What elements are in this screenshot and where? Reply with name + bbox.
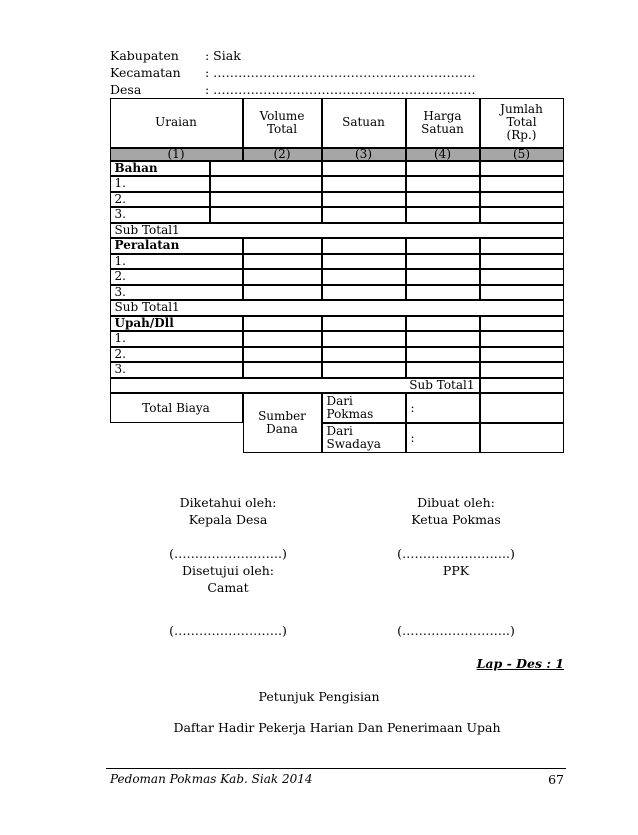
subtotal-bahan (110, 223, 564, 239)
sig-left-top (138, 494, 318, 528)
upah-section-item-2-c5 (480, 347, 564, 363)
peralatan-section-item-2-c2 (243, 269, 322, 285)
camat-label: Camat (207, 580, 249, 595)
lap-des-label: Lap - Des : 1 (476, 656, 564, 671)
peralatan-section-item-2-c4 (406, 269, 480, 285)
peralatan-section-item-2-text: 2. (114, 269, 126, 284)
pokmas-colon (406, 393, 480, 423)
kabupaten-label: Kabupaten (110, 48, 179, 63)
dari-swadaya-text-1: Dari (326, 424, 353, 438)
peralatan-section-item-1 (110, 254, 243, 270)
peralatan-section-item-1-c5 (480, 254, 564, 270)
subtotal-peralatan (110, 300, 564, 316)
num-col-5-text: (5) (513, 147, 530, 161)
bahan-section-blank-4 (406, 161, 480, 177)
bahan-section-blank-5 (480, 161, 564, 177)
total-biaya (110, 393, 243, 423)
col-jumlah-total-text-1: Jumlah (500, 102, 543, 116)
sig-dots-1: (……………………..) (169, 546, 287, 561)
subtotal-upah (110, 378, 480, 394)
num-col-4-text: (4) (434, 147, 451, 161)
bahan-section-item-1 (110, 176, 210, 192)
sig-right-mid (366, 545, 546, 579)
sig-right-top (366, 494, 546, 528)
col-satuan (322, 98, 406, 148)
bahan-section-item-3-c4 (406, 207, 480, 223)
upah-section-item-2-c2 (243, 347, 322, 363)
upah-section-item-3-c3 (322, 362, 406, 378)
bahan-section-item-3-c5 (480, 207, 564, 223)
col-jumlah-total-text-2: Total (506, 115, 537, 129)
bahan-section-item-2-c4 (406, 192, 480, 208)
footer-rule (106, 768, 566, 769)
peralatan-section-item-1-c3 (322, 254, 406, 270)
col-jumlah-total (480, 98, 564, 148)
bahan-section-text: Bahan (114, 160, 158, 175)
ppk-label: PPK (442, 563, 470, 578)
page-number: 67 (548, 772, 564, 787)
peralatan-section-item-1-c2 (243, 254, 322, 270)
num-col-2-text: (2) (273, 147, 291, 161)
col-uraian-text: Uraian (155, 115, 197, 129)
dari-pokmas (322, 393, 406, 423)
num-col-2 (243, 148, 322, 161)
upah-section-item-1-c2 (243, 331, 322, 347)
num-col-1-text: (1) (167, 147, 185, 161)
kecamatan-value: : ……………………………………………………… (205, 65, 476, 80)
subtotal-peralatan-text: Sub Total1 (114, 300, 180, 315)
col-harga-satuan (406, 98, 480, 148)
num-col-3 (322, 148, 406, 161)
bahan-section-item-3-text: 3. (114, 207, 126, 222)
peralatan-section-blank-4 (406, 238, 480, 254)
sig-dots-3: (……………………..) (169, 623, 287, 638)
upah-section (110, 316, 243, 332)
upah-section-item-1-c5 (480, 331, 564, 347)
peralatan-section-text: Peralatan (114, 238, 180, 253)
upah-section-item-2 (110, 347, 243, 363)
num-col-4 (406, 148, 480, 161)
bahan-section (110, 161, 210, 177)
peralatan-section-item-3-c4 (406, 285, 480, 301)
sig-left-mid (138, 545, 318, 596)
bahan-section-item-2-text: 2. (114, 191, 126, 206)
col-volume-total-text: Volume Total (259, 108, 305, 136)
bahan-section-item-2 (110, 192, 210, 208)
sumber-dana-text-2: Dana (266, 422, 298, 436)
swadaya-value (480, 423, 564, 453)
bahan-section-item-2-c5 (480, 192, 564, 208)
dari-swadaya (322, 423, 406, 453)
upah-section-item-3-text: 3. (114, 362, 126, 377)
pokmas-value (480, 393, 564, 423)
peralatan-section-item-3-text: 3. (114, 284, 126, 299)
peralatan-section-item-2 (110, 269, 243, 285)
upah-section-blank-4 (406, 316, 480, 332)
upah-section-blank-3 (322, 316, 406, 332)
dari-pokmas-text-2: Pokmas (326, 407, 374, 421)
desa-value: : ……………………………………………………… (205, 82, 476, 97)
kabupaten-value: : Siak (205, 48, 241, 63)
swadaya-colon-text: : (410, 430, 415, 445)
peralatan-section-blank-3 (322, 238, 406, 254)
peralatan-section-item-2-c3 (322, 269, 406, 285)
subtotal-upah-value (480, 378, 564, 394)
sumber-dana-text-1: Sumber (258, 409, 306, 423)
num-col-5 (480, 148, 564, 161)
budget-grid (110, 98, 564, 476)
upah-section-text: Upah/Dll (114, 315, 174, 330)
bahan-section-blank-2 (210, 161, 322, 177)
bahan-section-item-1-text: 1. (114, 176, 126, 191)
bahan-section-item-3-c3 (322, 207, 406, 223)
bahan-section-item-1-c4 (406, 176, 480, 192)
peralatan-section (110, 238, 243, 254)
bahan-section-blank-3 (322, 161, 406, 177)
swadaya-colon (406, 423, 480, 453)
peralatan-section-item-1-c4 (406, 254, 480, 270)
peralatan-section-item-1-text: 1. (114, 253, 126, 268)
upah-section-item-3-c5 (480, 362, 564, 378)
upah-section-item-1 (110, 331, 243, 347)
bahan-section-item-1-c3 (322, 176, 406, 192)
sig-dots-4: (……………………..) (397, 623, 515, 638)
desa-label: Desa (110, 82, 142, 97)
subtotal-bahan-text: Sub Total1 (114, 222, 180, 237)
dari-swadaya-text-2: Swadaya (326, 437, 381, 451)
petunjuk-title: Petunjuk Pengisian (258, 689, 380, 704)
peralatan-section-item-3 (110, 285, 243, 301)
upah-section-blank-5 (480, 316, 564, 332)
bahan-section-item-2-c2 (210, 192, 322, 208)
kepala-desa-label: Kepala Desa (188, 512, 268, 527)
upah-section-item-3-c4 (406, 362, 480, 378)
upah-section-item-3 (110, 362, 243, 378)
bahan-section-item-1-c2 (210, 176, 322, 192)
upah-section-item-2-c3 (322, 347, 406, 363)
peralatan-section-item-3-c3 (322, 285, 406, 301)
ketua-pokmas-label: Ketua Pokmas (411, 512, 501, 527)
upah-section-item-2-c4 (406, 347, 480, 363)
peralatan-section-item-3-c2 (243, 285, 322, 301)
col-jumlah-total-text-3: (Rp.) (506, 128, 537, 142)
diketahui-label: Diketahui oleh: (179, 495, 277, 510)
num-col-1 (110, 148, 243, 161)
subtotal-upah-text: Sub Total1 (409, 377, 475, 392)
sumber-dana (243, 393, 322, 453)
upah-section-item-3-c2 (243, 362, 322, 378)
pokmas-colon-text: : (410, 400, 415, 415)
upah-section-item-1-text: 1. (114, 331, 126, 346)
bahan-section-item-2-c3 (322, 192, 406, 208)
kecamatan-label: Kecamatan (110, 65, 181, 80)
num-col-3-text: (3) (355, 147, 372, 161)
disetujui-label: Disetujui oleh: (182, 563, 274, 578)
bahan-section-item-1-c5 (480, 176, 564, 192)
daftar-title: Daftar Hadir Pekerja Harian Dan Penerimaan Upah (173, 720, 501, 735)
upah-section-item-1-c4 (406, 331, 480, 347)
footer-title: Pedoman Pokmas Kab. Siak 2014 (110, 772, 313, 786)
upah-section-item-1-c3 (322, 331, 406, 347)
col-harga-satuan-text-1: Harga (423, 108, 462, 123)
peralatan-section-item-2-c5 (480, 269, 564, 285)
col-volume-total (243, 98, 322, 148)
col-harga-satuan-text-2: Satuan (421, 121, 464, 136)
peralatan-section-blank-2 (243, 238, 322, 254)
dibuat-label: Dibuat oleh: (417, 495, 495, 510)
bahan-section-item-3 (110, 207, 210, 223)
dari-pokmas-text-1: Dari (326, 394, 353, 408)
total-biaya-text: Total Biaya (142, 400, 210, 415)
bahan-section-item-3-c2 (210, 207, 322, 223)
col-satuan-text: Satuan (342, 115, 385, 129)
upah-section-item-2-text: 2. (114, 346, 126, 361)
peralatan-section-item-3-c5 (480, 285, 564, 301)
peralatan-section-blank-5 (480, 238, 564, 254)
col-uraian (110, 98, 243, 148)
upah-section-blank-2 (243, 316, 322, 332)
sig-dots-2: (……………………..) (397, 546, 515, 561)
